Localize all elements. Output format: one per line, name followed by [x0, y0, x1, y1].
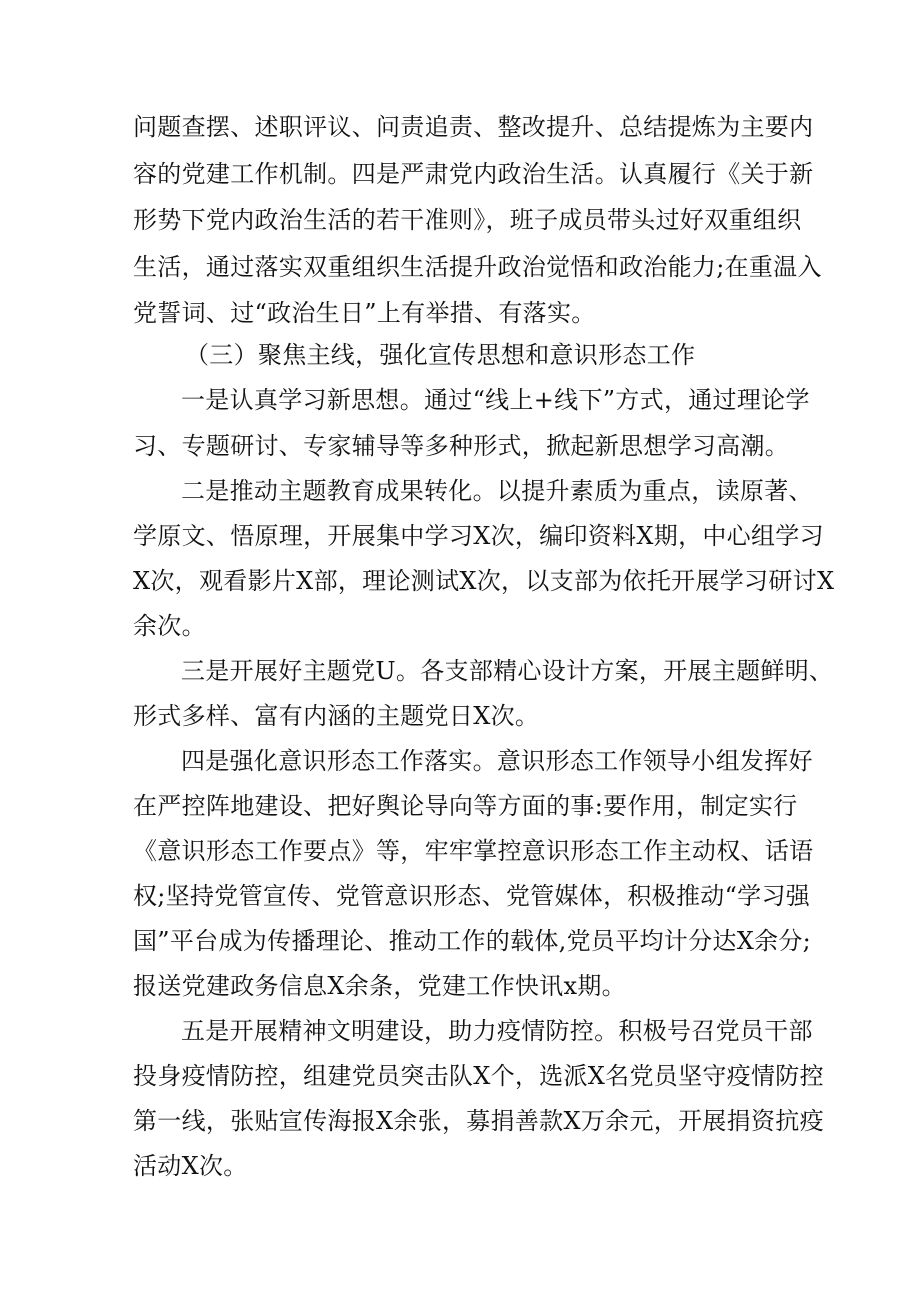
paragraph-line: 国”平台成为传播理论、推动工作的载体,党员平均计分达X余分; [133, 927, 812, 955]
paragraph-line: 权;坚持党管宣传、党管意识形态、党管媒体，积极推动“学习强 [133, 882, 811, 910]
paragraph-line: 形势下党内政治生活的若干准则》，班子成员带头过好双重组织 [133, 206, 802, 234]
paragraph-line: 二是推动主题教育成果转化。以提升素质为重点，读原著、 [181, 477, 813, 505]
paragraph-line: 五是开展精神文明建设，助力疫情防控。积极号召党员干部 [181, 1017, 813, 1045]
paragraph-line: X次，观看影片X部，理论测试X次，以支部为依托开展学习研讨X [133, 567, 835, 595]
paragraph-line: 《意识形态工作要点》等，牢牢掌控意识形态工作主动权、话语 [133, 837, 814, 865]
paragraph-line: 投身疫情防控，组建党员突击队X个，选派X名党员坚守疫情防控 [133, 1062, 824, 1090]
paragraph-line: 习、专题研讨、专家辅导等多种形式，掀起新思想学习高潮。 [133, 432, 790, 460]
paragraph-line: 第一线，张贴宣传海报X余张，募捐善款X万余元，开展捐资抗疫 [133, 1107, 824, 1135]
paragraph-line: 余次。 [133, 612, 206, 640]
paragraph-line: 在严控阵地建设、把好舆论导向等方面的事:要作用，制定实行 [133, 792, 798, 820]
paragraph-line: 活动X次。 [133, 1152, 248, 1180]
paragraph-line: 一是认真学习新思想。通过“线上+线下”方式，通过理论学 [181, 386, 810, 414]
paragraph-line: 问题查摆、述职评议、问责追责、整改提升、总结提炼为主要内 [133, 113, 814, 141]
section-heading: （三）聚焦主线，强化宣传思想和意识形态工作 [185, 341, 696, 369]
paragraph-line: 四是强化意识形态工作落实。意识形态工作领导小组发挥好 [181, 747, 813, 775]
paragraph-line: 三是开展好主题党U。各支部精心设计方案，开展主题鲜明、 [181, 657, 834, 685]
paragraph-line: 生活，通过落实双重组织生活提升政治觉悟和政治能力;在重温入 [133, 253, 822, 281]
paragraph-line: 党誓词、过“政治生日”上有举措、有落实。 [133, 299, 596, 327]
paragraph-line: 报送党建政务信息X余条，党建工作快讯x期。 [133, 972, 626, 1000]
paragraph-line: 学原文、悟原理，开展集中学习X次，编印资料X期，中心组学习 [133, 522, 824, 550]
paragraph-line: 形式多样、富有内涵的主题党日X次。 [133, 702, 540, 730]
paragraph-line: 容的党建工作机制。四是严肃党内政治生活。认真履行《关于新 [133, 160, 814, 188]
